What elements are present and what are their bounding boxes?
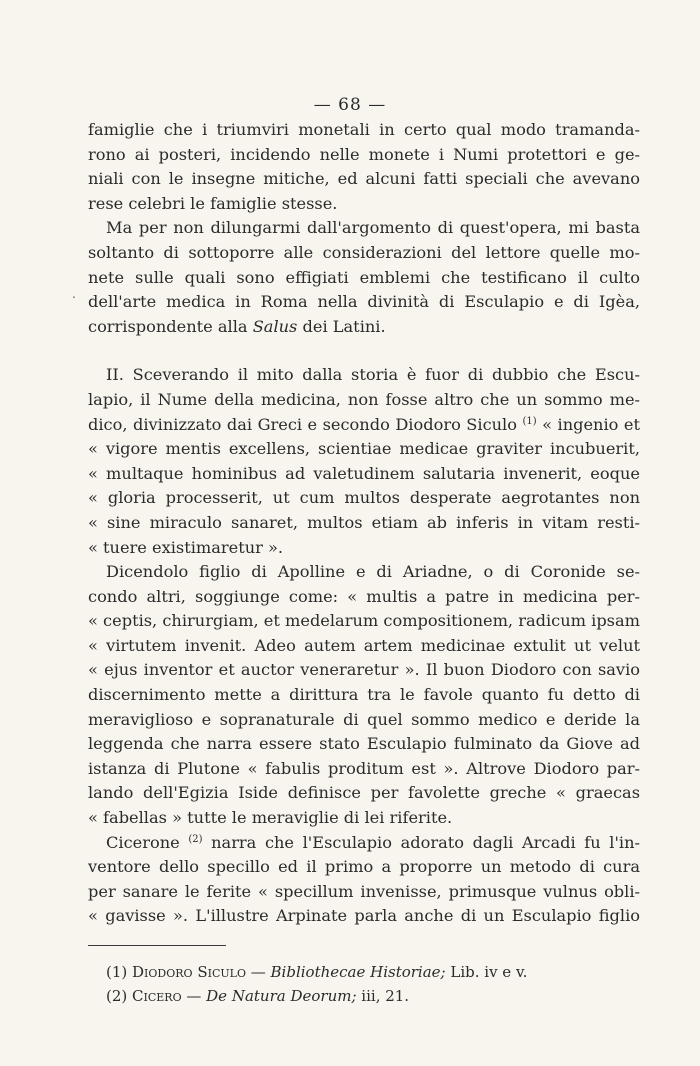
text-line: « fabellas » tutte le meraviglie di lei riferite.: [88, 808, 453, 828]
text-line: istanza di Plutone « fabulis proditum est ». Altrove Diodoro par-: [88, 758, 640, 778]
text-line: Dicendolo figlio di Apolline e di Ariadne, o di Coronide se-: [106, 562, 640, 582]
footnote-2-title: De Natura Deorum;: [206, 987, 357, 1005]
text-line: meraviglioso e sopranaturale di quel sommo medico e deride la: [88, 709, 640, 729]
footnote-2-author: Cicero: [132, 987, 182, 1005]
text-line: « ceptis, chirurgiam, et medelarum compositionem, radicum ipsam: [88, 611, 640, 631]
text-line: « vigore mentis excellens, scientiae medicae graviter incubuerit,: [88, 439, 640, 459]
margin-mark: .: [72, 287, 76, 301]
text-line: condo altri, soggiunge come: « multis a patre in medicina per-: [88, 586, 640, 606]
footnote-1-ref: Lib. iv e v.: [450, 963, 528, 981]
text-line: rono ai posteri, incidendo nelle monete i Numi protettori e ge-: [88, 144, 640, 164]
footnote-2-number: (2): [106, 987, 128, 1005]
text-line: rese celebri le famiglie stesse.: [88, 193, 338, 213]
footnotes: [106, 960, 626, 1008]
footnote-1-number: (1): [106, 963, 128, 981]
footnote-1: (1) Diodoro Siculo — Bibliothecae Historiae; Lib. iv e v.: [106, 963, 528, 981]
footnote-1-author: Diodoro Siculo: [132, 963, 246, 981]
text-line: soltanto di sottoporre alle considerazioni del lettore quelle mo-: [88, 242, 640, 262]
footnote-2-ref: iii, 21.: [361, 987, 410, 1005]
text-line: famiglie che i triumviri monetali in certo qual modo tramanda-: [88, 120, 640, 139]
text-line: dico, divinizzato dai Greci e secondo Diodoro Siculo $^{(1)}$ « ingenio et: [88, 414, 640, 434]
text-line: per sanare le ferite « specillum invenisse, primusque vulnus obli-: [88, 881, 640, 901]
text-line: corrispondente alla Salus dei Latini.: [88, 316, 386, 336]
text-line: « gloria processerit, ut cum multos desperate aegrotantes non: [88, 488, 640, 508]
text-line: « ejus inventor et auctor veneraretur ». Il buon Diodoro con savio: [88, 660, 640, 680]
text-line: niali con le insegne mitiche, ed alcuni fatti speciali che avevano: [88, 169, 640, 189]
text-line: « multaque hominibus ad valetudinem salutaria invenerit, eoque: [88, 463, 640, 483]
text-line: discernimento mette a dirittura tra le favole quanto fu detto di: [88, 685, 640, 705]
text-line: Cicerone $^{(2)}$ narra che l'Esculapio adorato dagli Arcadi fu l'in-: [106, 832, 641, 852]
footnote-2: (2) Cicero — De Natura Deorum; iii, 21.: [106, 987, 410, 1005]
footnote-1-title: Bibliothecae Historiae;: [270, 963, 446, 981]
text-line: ventore dello specillo ed il primo a proporre un metodo di cura: [88, 857, 640, 877]
text-line: leggenda che narra essere stato Esculapio fulminato da Giove ad: [88, 734, 640, 754]
text-line: lapio, il Nume della medicina, non fosse altro che un sommo me-: [88, 389, 640, 409]
footnote-rule: [88, 945, 226, 946]
text-line: « sine miraculo sanaret, multos etiam ab inferis in vitam resti-: [88, 512, 640, 532]
text-line: II. Sceverando il mito dalla storia è fuor di dubbio che Escu-: [106, 365, 640, 385]
page-number: — 68 —: [313, 95, 387, 115]
body-text: [88, 118, 640, 929]
text-line: lando dell'Egizia Iside definisce per favolette greche « graecas: [88, 783, 640, 803]
text-line: « virtutem invenit. Adeo autem artem medicinae extulit ut velut: [88, 635, 640, 655]
text-line: « tuere existimaretur ».: [88, 537, 284, 557]
text-line: dell'arte medica in Roma nella divinità di Esculapio e di Igèa,: [88, 292, 640, 312]
text-line: Ma per non dilungarmi dall'argomento di quest'opera, mi basta: [106, 218, 640, 238]
text-line: nete sulle quali sono effigiati emblemi che testificano il culto: [88, 267, 640, 287]
text-line: « gavisse ». L'illustre Arpinate parla anche di un Esculapio figlio: [88, 906, 640, 926]
